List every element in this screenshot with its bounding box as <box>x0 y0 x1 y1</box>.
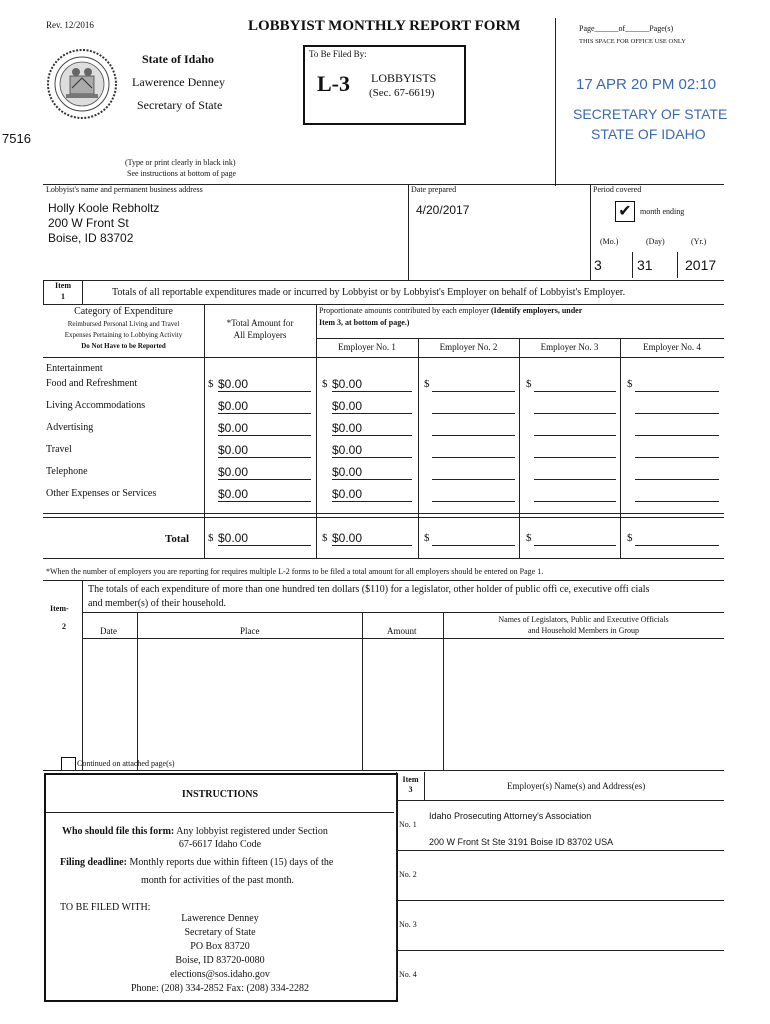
total-label: Total <box>165 533 190 545</box>
expense-employer-1-field[interactable]: $0.00 <box>332 465 412 480</box>
col-names-1: Names of Legislators, Public and Executive Officials <box>498 615 669 624</box>
form-type: LOBBYISTS <box>371 71 437 85</box>
filing-deadline: Filing deadline: Monthly reports due within fifteen (15) days of the <box>60 857 334 868</box>
continued-checkbox[interactable] <box>61 757 76 771</box>
state-name: State of Idaho <box>142 52 215 66</box>
expense-category-label: Living Accommodations <box>46 400 146 411</box>
expense-employer-2-field[interactable] <box>432 487 515 502</box>
expense-category-label: Telephone <box>46 466 88 477</box>
item3-number: 3 <box>408 785 413 794</box>
instructions-note: See instructions at bottom of page <box>127 169 237 178</box>
expense-employer-4-field[interactable] <box>635 399 719 414</box>
expense-category-label: Other Expenses or Services <box>46 488 157 499</box>
instructions-box <box>44 773 398 1002</box>
filed-with-line-3: PO Box 83720 <box>190 941 250 952</box>
form-code: L-3 <box>317 71 350 96</box>
expense-total-field[interactable]: $0.00 <box>218 377 311 392</box>
proportionate-header-2: Item 3, at bottom of page.) <box>319 318 410 327</box>
lobbyist-address-2[interactable]: Boise, ID 83702 <box>48 231 134 245</box>
col-place: Place <box>240 626 260 636</box>
item1-description: Totals of all reportable expenditures made or incurred by Lobbyist or by Lobbyist's Employer on behalf of Lobbyist's Employer. <box>112 287 626 298</box>
total-emp3-dollar: $ <box>526 532 532 544</box>
total-all-employers[interactable]: $0.00 <box>218 531 311 546</box>
ink-instruction: (Type or print clearly in black ink) <box>125 158 236 167</box>
total-employer-4[interactable] <box>635 531 719 546</box>
month-ending-checkbox[interactable]: ✔ <box>615 201 635 222</box>
employer-number: No. 3 <box>399 920 417 929</box>
lobbyist-label: Lobbyist's name and permanent business address <box>46 185 203 194</box>
office-use-note: THIS SPACE FOR OFFICE USE ONLY <box>579 38 686 45</box>
category-note-2: Expenses Pertaining to Lobbying Activity <box>64 331 183 339</box>
category-header: Category of Expenditure <box>74 306 173 317</box>
filed-with-email[interactable]: elections@sos.idaho.gov <box>170 969 270 980</box>
employer-address[interactable]: 200 W Front St Ste 3191 Boise ID 83702 USA <box>429 837 614 847</box>
filed-with-phone: Phone: (208) 334-2852 Fax: (208) 334-2282 <box>130 983 310 994</box>
employer-header-2: Employer No. 2 <box>439 342 498 352</box>
expense-total-field[interactable]: $0.00 <box>218 443 311 458</box>
employer-number: No. 1 <box>399 820 417 829</box>
expense-employer-3-field[interactable] <box>534 465 616 480</box>
col-names-2: and Household Members in Group <box>527 626 640 635</box>
month-ending-label: month ending <box>640 207 685 216</box>
expense-employer-4-field[interactable] <box>635 377 719 392</box>
margin-number: 7516 <box>2 131 31 146</box>
total-employer-2[interactable] <box>432 531 515 546</box>
expense-category-label: Advertising <box>46 422 94 433</box>
total-employer-3[interactable] <box>534 531 616 546</box>
employer-number: No. 4 <box>399 970 417 979</box>
employer-name[interactable]: Idaho Prosecuting Attorney's Association <box>429 811 592 821</box>
expense-category-label: Travel <box>46 444 72 455</box>
expense-employer-4-field[interactable] <box>635 487 719 502</box>
expense-employer-4-field[interactable] <box>635 421 719 436</box>
month-label: (Mo.) <box>600 237 619 246</box>
filed-with-line-2: Secretary of State <box>184 927 256 938</box>
expense-employer-1-field[interactable]: $0.00 <box>332 487 412 502</box>
col-date: Date <box>100 626 117 636</box>
expense-employer-3-field[interactable] <box>534 487 616 502</box>
total-employer-1[interactable]: $0.00 <box>332 531 412 546</box>
who-should-file-2: 67-6617 Idaho Code <box>178 839 262 850</box>
secretary-name: Lawerence Denney <box>132 75 225 89</box>
expense-employer-2-field[interactable] <box>432 443 515 458</box>
total-amount-header-1: *Total Amount for <box>226 318 294 328</box>
place-entry-area[interactable] <box>137 639 362 757</box>
lobbyist-name[interactable]: Holly Koole Rebholtz <box>48 201 160 215</box>
expense-employer-1-field[interactable]: $0.00 <box>332 421 412 436</box>
employer-footnote: *When the number of employers you are reporting for requires multiple L-2 forms to be filed a total amount for all employers should be entered on Page 1. <box>46 567 544 576</box>
revision-date: Rev. 12/2016 <box>46 20 94 30</box>
item2-label: Item- <box>50 604 69 613</box>
proportionate-header: Proportionate amounts contributed by each employer (Identify employers, under <box>319 306 583 315</box>
expense-employer-2-field[interactable] <box>432 377 515 392</box>
expense-category-prefix: Entertainment <box>46 363 103 374</box>
row-dollar-sign: $ <box>208 378 214 390</box>
filed-with-line-1: Lawerence Denney <box>181 913 259 924</box>
item1-number: 1 <box>61 292 65 301</box>
employer-header-1: Employer No. 1 <box>338 342 396 352</box>
expense-category-label: Food and Refreshment <box>46 378 138 389</box>
total-amount-header-2: All Employers <box>233 330 287 340</box>
total-dollar-sign: $ <box>208 532 214 544</box>
expense-employer-3-field[interactable] <box>534 377 616 392</box>
expense-employer-2-field[interactable] <box>432 399 515 414</box>
filed-by-label: To Be Filed By: <box>309 49 367 59</box>
item2-description-1: The totals of each expenditure of more than one hundred ten dollars ($110) for a legislator, other holder of public offi ce, executive offi cials <box>88 584 650 595</box>
form-title: LOBBYIST MONTHLY REPORT FORM <box>248 18 521 34</box>
expense-employer-3-field[interactable] <box>534 443 616 458</box>
item3-header: Employer(s) Name(s) and Address(es) <box>507 781 646 791</box>
expense-employer-1-field[interactable]: $0.00 <box>332 377 412 392</box>
form-section: (Sec. 67-6619) <box>369 87 435 99</box>
period-covered-label: Period covered <box>593 185 642 194</box>
form-code-box <box>303 45 466 125</box>
received-stamp-state: STATE OF IDAHO <box>591 126 706 142</box>
period-year[interactable]: 2017 <box>685 257 717 273</box>
item2-description-2: and member(s) of their household. <box>88 598 227 609</box>
period-day[interactable]: 31 <box>637 257 653 273</box>
row-dollar-sign: $ <box>627 378 633 390</box>
filing-deadline-2: month for activities of the past month. <box>141 875 295 886</box>
total-emp1-dollar: $ <box>322 532 328 544</box>
expense-employer-1-field[interactable]: $0.00 <box>332 399 412 414</box>
expense-employer-4-field[interactable] <box>635 443 719 458</box>
who-should-file: Who should file this form: Any lobbyist registered under Section <box>62 826 328 837</box>
expense-employer-2-field[interactable] <box>432 465 515 480</box>
continued-label: Continued on attached page(s) <box>77 759 175 768</box>
secretary-title: Secretary of State <box>137 98 223 112</box>
day-label: (Day) <box>646 237 665 246</box>
received-stamp-office: SECRETARY OF STATE <box>573 106 728 122</box>
expense-total-field[interactable]: $0.00 <box>218 421 311 436</box>
employer-header-4: Employer No. 4 <box>643 342 701 352</box>
employer-number: No. 2 <box>399 870 417 879</box>
expense-total-field[interactable]: $0.00 <box>218 399 311 414</box>
row-dollar-sign: $ <box>424 378 430 390</box>
idaho-seal-icon <box>46 48 118 120</box>
category-note-3: Do Not Have to be Reported <box>81 342 166 350</box>
expense-employer-1-field[interactable]: $0.00 <box>332 443 412 458</box>
row-dollar-sign: $ <box>526 378 532 390</box>
expense-employer-3-field[interactable] <box>534 399 616 414</box>
item2-number: 2 <box>62 622 66 631</box>
lobbyist-address-1[interactable]: 200 W Front St <box>48 216 129 230</box>
expense-total-field[interactable]: $0.00 <box>218 487 311 502</box>
expense-employer-4-field[interactable] <box>635 465 719 480</box>
period-month[interactable]: 3 <box>594 257 602 273</box>
instructions-title: INSTRUCTIONS <box>181 789 259 800</box>
year-label: (Yr.) <box>691 237 707 246</box>
received-stamp-date: 17 APR 20 PM 02:10 <box>576 76 717 93</box>
col-amount: Amount <box>387 626 417 636</box>
date-prepared-label: Date prepared <box>411 185 457 194</box>
item3-label: Item <box>402 775 419 784</box>
date-prepared-value[interactable]: 4/20/2017 <box>416 203 470 217</box>
total-emp4-dollar: $ <box>627 532 633 544</box>
employer-header-3: Employer No. 3 <box>540 342 599 352</box>
names-entry-area[interactable] <box>443 639 724 757</box>
expense-employer-2-field[interactable] <box>432 421 515 436</box>
total-emp2-dollar: $ <box>424 532 430 544</box>
item1-label: Item <box>55 281 71 290</box>
filed-with-line-4: Boise, ID 83720-0080 <box>175 955 265 966</box>
expense-total-field[interactable]: $0.00 <box>218 465 311 480</box>
category-note-1: Reimbursed Personal Living and Travel <box>67 320 180 328</box>
page-count-field[interactable]: Page______of______Page(s) <box>579 24 674 33</box>
row-dollar-sign: $ <box>322 378 328 390</box>
expense-employer-3-field[interactable] <box>534 421 616 436</box>
filed-with-label: TO BE FILED WITH: <box>60 902 151 913</box>
